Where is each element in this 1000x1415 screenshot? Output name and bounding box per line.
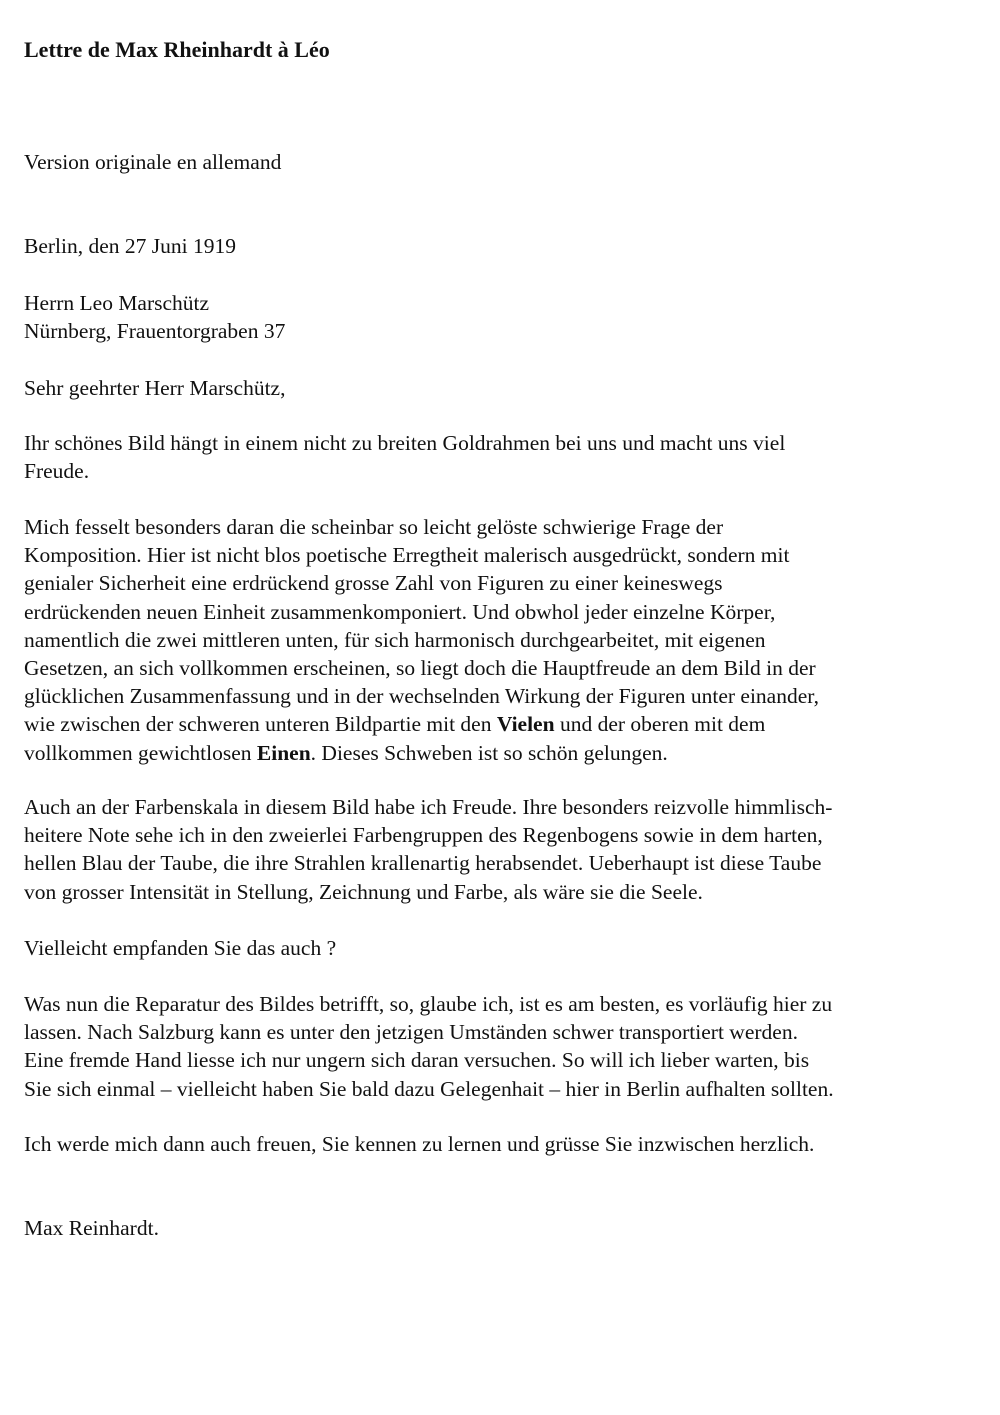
paragraph-3 bbox=[24, 793, 974, 906]
paragraph-line: hellen Blau der Taube, die ihre Strahlen krallenartig herabsendet. Ueberhaupt ist diese Taube bbox=[24, 851, 822, 876]
paragraph-line: Mich fesselt besonders daran die scheinbar so leicht gelöste schwierige Frage der bbox=[24, 515, 724, 539]
signature-line: Max Reinhardt. bbox=[24, 1216, 159, 1240]
paragraph-line: Freude. bbox=[24, 459, 90, 484]
text-run: wie zwischen der schweren unteren Bildpartie mit den bbox=[24, 712, 497, 737]
text-run: und der oberen mit dem bbox=[554, 712, 766, 737]
paragraph-line: Gesetzen, an sich vollkommen erscheinen, so liegt doch die Hauptfreude an dem Bild in der bbox=[24, 656, 816, 681]
paragraph-line: Sie sich einmal – vielleicht haben Sie bald dazu Gelegenhait – hier in Berlin aufhalten sollten. bbox=[24, 1076, 834, 1101]
paragraph-line: Ich werde mich dann auch freuen, Sie kennen zu lernen und grüsse Sie inzwischen herzlich. bbox=[24, 1132, 815, 1156]
paragraph-line: Was nun die Reparatur des Bildes betrifft, so, glaube ich, ist es am besten, es vorläufig hier zu bbox=[24, 992, 833, 1016]
paragraph-line: namentlich die zwei mittleren unten, für sich harmonisch durchgearbeitet, mit eigenen bbox=[24, 627, 766, 652]
paragraph-line bbox=[24, 739, 974, 767]
text-run: vollkommen gewichtlosen bbox=[24, 740, 257, 765]
paragraph-line: erdrückenden neuen Einheit zusammenkomponiert. Und obwhol jeder einzelne Körper, bbox=[24, 599, 776, 624]
document-title: Lettre de Max Rheinhardt à Léo bbox=[24, 37, 330, 62]
paragraph-1 bbox=[24, 429, 974, 485]
paragraph-2 bbox=[24, 513, 974, 767]
letter-date bbox=[24, 232, 974, 260]
paragraph-6 bbox=[24, 1130, 974, 1158]
paragraph-line: glücklichen Zusammenfassung und in der wechselnden Wirkung der Figuren unter einander, bbox=[24, 684, 819, 709]
paragraph-line: genialer Sicherheit eine erdrückend grosse Zahl von Figuren zu einer keineswegs bbox=[24, 571, 723, 596]
version-line: Version originale en allemand bbox=[24, 150, 282, 174]
paragraph-line bbox=[24, 710, 974, 738]
paragraph-line: Komposition. Hier ist nicht blos poetische Erregtheit malerisch ausgedrückt, sondern mit bbox=[24, 543, 790, 568]
text-run: . Dieses Schweben ist so schön gelungen. bbox=[310, 740, 668, 765]
paragraph-4 bbox=[24, 934, 974, 962]
paragraph-line: Auch an der Farbenskala in diesem Bild habe ich Freude. Ihre besonders reizvolle himmlisch- bbox=[24, 795, 833, 819]
address-line: Nürnberg, Frauentorgraben 37 bbox=[24, 319, 286, 344]
paragraph-line: Vielleicht empfanden Sie das auch ? bbox=[24, 936, 337, 960]
paragraph-line: Ihr schönes Bild hängt in einem nicht zu breiten Goldrahmen bei uns und macht uns viel bbox=[24, 431, 786, 455]
recipient-address bbox=[24, 289, 974, 345]
paragraph-line: heitere Note sehe ich in den zweierlei Farbengruppen des Regenbogens sowie in dem harten, bbox=[24, 823, 823, 848]
salutation bbox=[24, 374, 974, 402]
paragraph-line: lassen. Nach Salzburg kann es unter den jetzigen Umständen schwer transportiert werden. bbox=[24, 1020, 798, 1045]
paragraph-line: von grosser Intensität in Stellung, Zeichnung und Farbe, als wäre sie die Seele. bbox=[24, 879, 703, 904]
version-note bbox=[24, 148, 974, 176]
salutation-line: Sehr geehrter Herr Marschütz, bbox=[24, 376, 286, 400]
emphasis-vielen: Vielen bbox=[496, 712, 555, 737]
paragraph-5 bbox=[24, 990, 974, 1103]
signature bbox=[24, 1214, 974, 1242]
address-line: Herrn Leo Marschütz bbox=[24, 291, 210, 315]
date-line: Berlin, den 27 Juni 1919 bbox=[24, 234, 236, 258]
paragraph-line: Eine fremde Hand liesse ich nur ungern sich daran versuchen. So will ich lieber warten, bis bbox=[24, 1048, 810, 1073]
emphasis-einen: Einen bbox=[256, 740, 311, 765]
